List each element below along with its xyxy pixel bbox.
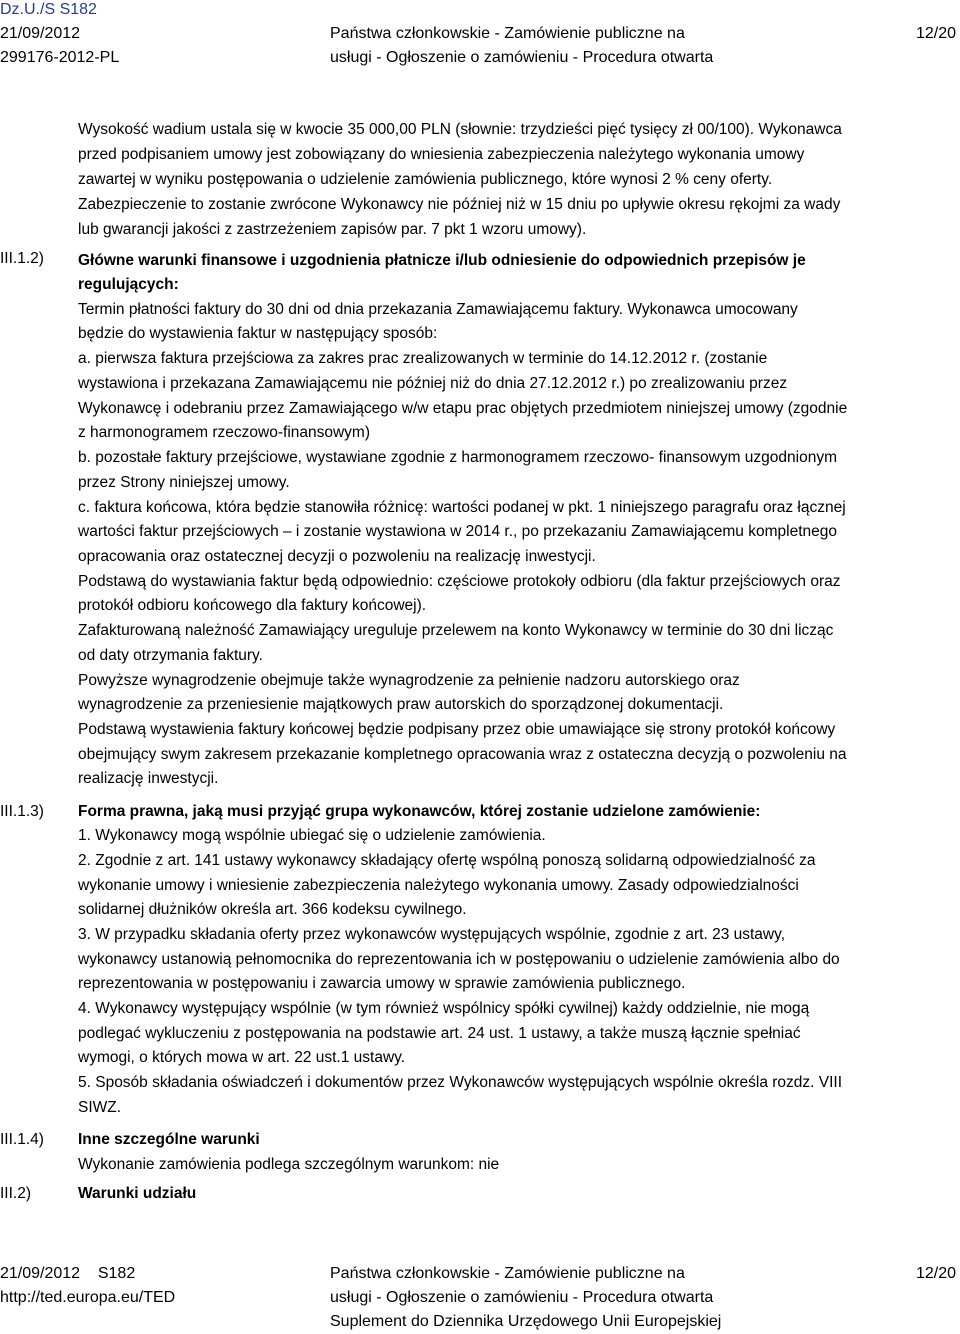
body-line: obejmujący swym zakresem przekazanie kompletnego opracowania wraz z ostateczna decyzją o pozwoleniu na bbox=[78, 746, 847, 763]
section-heading-participation-conditions: Warunki udziału bbox=[78, 1185, 197, 1202]
journal-reference: Dz.U./S S182 bbox=[0, 1, 97, 18]
body-line: 2. Zgodnie z art. 141 ustawy wykonawcy składający ofertę wspólną ponoszą solidarną odpowiedzialność za bbox=[78, 852, 816, 869]
body-line: reprezentowania w postępowaniu i zawarcia umowy w sprawie zamówienia publicznego. bbox=[78, 975, 686, 992]
section-number-iii-1-3: III.1.3) bbox=[0, 803, 44, 820]
section-heading-financial-terms: Główne warunki finansowe i uzgodnienia płatnicze i/lub odniesienie do odpowiednich przepisów je bbox=[78, 252, 806, 269]
body-line: Wykonawcę i odebraniu przez Zamawiającego w/w etapu prac objętych przedmiotem niniejszej umowy (zgodnie bbox=[78, 400, 848, 417]
body-line: Wysokość wadium ustala się w kwocie 35 000,00 PLN (słownie: trzydzieści pięć tysięcy zł 00/100). Wykonawca bbox=[78, 121, 842, 138]
body-line: solidarnej dłużników określa art. 366 kodeksu cywilnego. bbox=[78, 901, 467, 918]
header-left bbox=[0, 0, 119, 70]
footer-title-line2: usługi - Ogłoszenie o zamówieniu - Procedura otwarta bbox=[330, 1289, 714, 1306]
page-header bbox=[0, 0, 960, 70]
body-line: realizację inwestycji. bbox=[78, 770, 219, 787]
body-line: wynagrodzenie za przeniesienie majątkowych praw autorskich do sporządzonej dokumentacji. bbox=[78, 696, 724, 713]
body-line: lub gwarancji jakości z zastrzeżeniem zapisów par. 7 pkt 1 wzoru umowy). bbox=[78, 221, 587, 238]
header-title-line1: Państwa członkowskie - Zamówienie publiczne na bbox=[330, 25, 685, 42]
section-number-iii-1-4: III.1.4) bbox=[0, 1131, 44, 1148]
body-line: podlegać wykluczeniu z postępowania na podstawie art. 24 ust. 1 ustawy, a także muszą łącznie spełniać bbox=[78, 1025, 801, 1042]
body-line: Podstawą do wystawiania faktur będą odpowiednio: częściowe protokoły odbioru (dla faktur przejściowych oraz bbox=[78, 573, 841, 590]
footer-title bbox=[330, 1262, 770, 1334]
section-heading-legal-form: Forma prawna, jaką musi przyjąć grupa wykonawców, której zostanie udzielone zamówienie: bbox=[78, 803, 761, 820]
body-line: wykonanie umowy i wniesienie zabezpieczenia należytego wykonania umowy. Zasady odpowiedzialności bbox=[78, 877, 799, 894]
body-line: wartości faktur przejściowych – i zostanie wystawiona w 2014 r., po przekazaniu Zamawiającemu kompletnego bbox=[78, 523, 837, 540]
header-page-number: 12/20 bbox=[915, 25, 956, 42]
body-line: a. pierwsza faktura przejściowa za zakres prac zrealizowanych w terminie do 14.12.2012 r. (zostanie bbox=[78, 350, 768, 367]
body-line: przed podpisaniem umowy jest zobowiązany do wniesienia zabezpieczenia należytego wykonania umowy bbox=[78, 146, 805, 163]
body-line: wykonawcy ustanowią pełnomocnika do reprezentowania ich w postępowaniu o udzielenie zamówienia albo do bbox=[78, 951, 840, 968]
footer-supplement: Suplement do Dziennika Urzędowego Unii Europejskiej bbox=[330, 1313, 722, 1330]
body-line: będzie do wystawienia faktur w następujący sposób: bbox=[78, 325, 438, 342]
footer-date: 21/09/2012 bbox=[0, 1265, 81, 1282]
body-line: od daty otrzymania faktury. bbox=[78, 647, 263, 664]
body-line: b. pozostałe faktury przejściowe, wystawiane zgodnie z harmonogramem rzeczowo- finansowym uzgodnionym bbox=[78, 449, 837, 466]
page-footer bbox=[0, 1262, 960, 1334]
footer-left bbox=[0, 1262, 175, 1310]
footer-issue: S182 bbox=[97, 1265, 136, 1282]
body-line: Zabezpieczenie to zostanie zwrócone Wykonawcy nie później niż w 15 dniu po upływie okresu rękojmi za wady bbox=[78, 196, 841, 213]
body-line: SIWZ. bbox=[78, 1099, 122, 1116]
body-line: wystawiona i przekazana Zamawiającemu nie później niż do dnia 27.12.2012 r.) po zrealizowaniu przez bbox=[78, 375, 788, 392]
body-line: przez Strony niniejszej umowy. bbox=[78, 474, 290, 491]
body-line: Podstawą wystawienia faktury końcowej będzie podpisany przez obie umawiające się strony protokół końcowy bbox=[78, 721, 836, 738]
footer-date-issue bbox=[0, 1262, 175, 1286]
body-line: 1. Wykonawcy mogą wspólnie ubiegać się o udzielenie zamówienia. bbox=[78, 827, 546, 844]
body-line: 3. W przypadku składania oferty przez wykonawców występujących wspólnie, zgodnie z art. 23 ustawy, bbox=[78, 926, 786, 943]
notice-id: 299176-2012-PL bbox=[0, 49, 120, 66]
body-line: Zafakturowaną należność Zamawiający ureguluje przelewem na konto Wykonawcy w terminie do 30 dni licząc bbox=[78, 622, 834, 639]
body-line: Wykonanie zamówienia podlega szczególnym warunkom: nie bbox=[78, 1156, 500, 1173]
footer-page-number: 12/20 bbox=[915, 1265, 956, 1282]
body-line: z harmonogramem rzeczowo-finansowym) bbox=[78, 424, 371, 441]
section-heading-financial-terms-cont: regulujących: bbox=[78, 276, 179, 293]
body-line: c. faktura końcowa, która będzie stanowiła różnicę: wartości podanej w pkt. 1 niniejszego paragrafu oraz łącznej bbox=[78, 499, 846, 516]
body-line: opracowania oraz ostatecznej decyzji o pozwoleniu na realizację inwestycji. bbox=[78, 548, 596, 565]
body-line: Termin płatności faktury do 30 dni od dnia przekazania Zamawiającemu faktury. Wykonawca umocowany bbox=[78, 301, 798, 318]
body-line: wymogi, o których mowa w art. 22 ust.1 ustawy. bbox=[78, 1049, 406, 1066]
footer-url[interactable]: http://ted.europa.eu/TED bbox=[0, 1289, 176, 1306]
footer-title-line1: Państwa członkowskie - Zamówienie publiczne na bbox=[330, 1265, 685, 1282]
body-line: protokół odbioru końcowego dla faktury końcowej). bbox=[78, 597, 427, 614]
header-date: 21/09/2012 bbox=[0, 25, 81, 42]
body-line: Powyższe wynagrodzenie obejmuje także wynagrodzenie za pełnienie nadzoru autorskiego oraz bbox=[78, 672, 740, 689]
header-title-line2: usługi - Ogłoszenie o zamówieniu - Procedura otwarta bbox=[330, 49, 714, 66]
body-line: zawartej w wyniku postępowania o udzielenie zamówienia publicznego, które wynosi 2 % ceny oferty. bbox=[78, 171, 773, 188]
section-number-iii-1-2: III.1.2) bbox=[0, 250, 44, 267]
header-title bbox=[330, 22, 766, 70]
body-line: 4. Wykonawcy występujący wspólnie (w tym również wspólnicy spółki cywilnej) każdy oddzielnie, nie mogą bbox=[78, 1000, 810, 1017]
section-number-iii-2: III.2) bbox=[0, 1185, 32, 1202]
section-heading-special-conditions: Inne szczególne warunki bbox=[78, 1131, 260, 1148]
body-line: 5. Sposób składania oświadczeń i dokumentów przez Wykonawców występujących wspólnie określa rozdz. VIII bbox=[78, 1074, 843, 1091]
